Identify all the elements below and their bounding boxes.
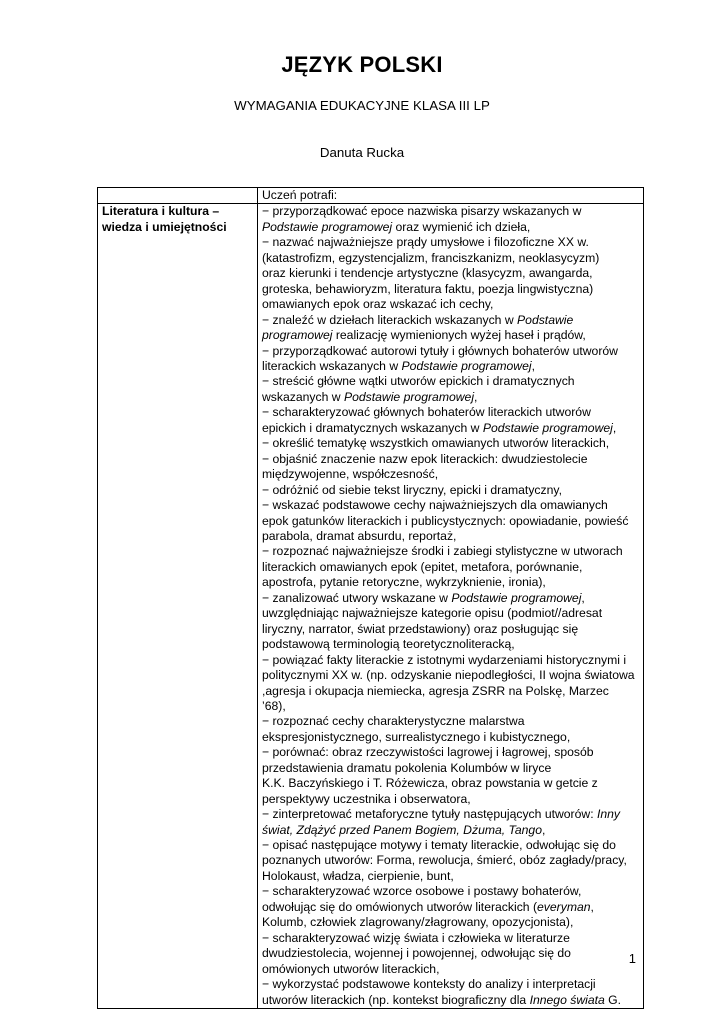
requirement-line	[262, 853, 640, 868]
requirement-text: oraz wymienić ich dzieła,	[392, 219, 531, 234]
requirement-text: utworów literackich (np. kontekst biograficzny dla	[262, 992, 530, 1007]
requirement-text: uwzględniając najważniejsze kategorie opisu (podmiot//adresat	[262, 606, 603, 621]
requirement-text: epok gatunków literackich i publicystycznych: opowiadanie, powieść	[262, 513, 629, 528]
requirement-line	[262, 220, 640, 235]
requirement-line	[262, 251, 640, 266]
requirement-text: − objaśnić znaczenie nazw epok literackich: dwudziestolecie	[262, 451, 588, 466]
requirement-text: omawianych epok oraz wskazać ich cechy,	[262, 297, 494, 312]
requirement-line	[262, 993, 640, 1008]
requirement-text: K.K. Baczyńskiego i T. Różewicza, obraz powstania w getcie z	[262, 776, 598, 791]
requirement-text: − rozpoznać cechy charakterystyczne malarstwa	[262, 714, 525, 729]
requirement-text: − scharakteryzować głównych bohaterów literackich utworów	[262, 405, 591, 420]
requirement-line	[262, 436, 640, 451]
requirement-text: − odróżnić od siebie tekst liryczny, epicki i dramatyczny,	[262, 482, 562, 497]
requirement-text: ,	[612, 420, 617, 435]
requirement-text: − streścić główne wątki utworów epickich i dramatycznych	[262, 374, 575, 389]
requirement-line	[262, 900, 640, 915]
requirement-line	[262, 560, 640, 575]
requirement-line	[262, 235, 640, 250]
document-subtitle: WYMAGANIA EDUKACYJNE KLASA III LP	[234, 98, 490, 113]
requirement-line	[262, 838, 640, 853]
requirement-line	[262, 869, 640, 884]
requirement-text: ,	[531, 358, 535, 373]
requirement-text: omówionych utworów literackich,	[262, 961, 440, 976]
requirement-line	[262, 776, 640, 791]
author-name: Danuta Rucka	[319, 145, 405, 160]
requirement-text: perspektywy uczestnika i obserwatora,	[262, 791, 471, 806]
requirement-text: − opisać następujące motywy i tematy literackie, odwołując się do	[262, 838, 616, 853]
requirement-line	[262, 282, 640, 297]
requirement-text: − przyporządkować epoce nazwiska pisarzy wskazanych w	[262, 204, 582, 219]
requirement-line	[262, 328, 640, 343]
requirement-line	[262, 344, 640, 359]
requirement-text: ,	[581, 590, 585, 605]
requirement-text: ekspresjonistycznego, surrealistycznego i kubistycznego,	[262, 729, 571, 744]
requirement-text-italic: Innego świata	[529, 992, 605, 1007]
requirement-line	[262, 467, 640, 482]
requirement-text: Kolumb, człowiek zlagrowany/złagrowany, opozycjonista),	[262, 915, 574, 930]
requirement-text: oraz kierunki i tendencje artystyczne (klasycyzm, awangarda,	[262, 266, 593, 281]
requirement-text: ,	[474, 389, 478, 404]
requirement-line	[262, 529, 640, 544]
requirement-line	[262, 359, 640, 374]
requirement-text: liryczny, narrator, świat przedstawiony) oraz posługując się	[262, 621, 579, 636]
requirement-line	[262, 297, 640, 312]
requirement-text: − scharakteryzować wizję świata i człowieka w literaturze	[262, 930, 570, 945]
requirement-text: − zinterpretować metaforyczne tytuły następujących utworów:	[262, 807, 597, 822]
requirement-line	[262, 653, 640, 668]
requirement-text: dwudziestolecia, wojennej i powojennej, odwołując się do	[262, 946, 571, 961]
requirement-line	[262, 606, 640, 621]
requirement-text: − powiązać fakty literackie z istotnymi wydarzeniami historycznymi i	[262, 652, 627, 667]
requirement-text: − wykorzystać podstawowe konteksty do analizy i interpretacji	[262, 977, 596, 992]
requirement-line	[262, 266, 640, 281]
requirement-text: − rozpoznać najważniejsze środki i zabiegi stylistyczne w utworach	[262, 544, 623, 559]
requirement-text: − zanalizować utwory wskazane w	[262, 590, 452, 605]
page-number: 1	[628, 951, 636, 966]
header-cell-student-can: Uczeń potrafi:	[258, 188, 644, 204]
requirement-line	[262, 374, 640, 389]
requirement-line	[262, 204, 640, 219]
requirement-text: epickich i dramatycznych wskazanych w	[262, 420, 483, 435]
requirement-text: międzywojenne, współczesność,	[262, 467, 439, 482]
requirements-table	[97, 187, 644, 1009]
requirement-line	[262, 668, 640, 683]
requirement-line	[262, 931, 640, 946]
requirement-line	[262, 591, 640, 606]
requirement-text: poznanych utworów: Forma, rewolucja, śmierć, obóz zagłady/pracy,	[262, 853, 627, 868]
requirement-line	[262, 977, 640, 992]
table-header-row	[98, 188, 644, 204]
requirement-text: − znaleźć w dziełach literackich wskazanych w	[262, 312, 518, 327]
requirement-text: parabola, dramat absurdu, reportaż,	[262, 528, 457, 543]
requirement-line	[262, 699, 640, 714]
requirement-line	[262, 730, 640, 745]
requirement-line	[262, 483, 640, 498]
requirement-line	[262, 745, 640, 760]
requirement-line	[262, 946, 640, 961]
requirement-text-italic: Inny	[596, 807, 621, 822]
requirement-text-italic: świat, Zdążyć przed Panem Bogiem, Dżuma, Tango	[262, 822, 542, 837]
requirements-list-cell	[258, 204, 644, 1009]
requirement-text: apostrofa, pytanie retoryczne, wykrzyknienie, ironia),	[262, 575, 546, 590]
requirement-text: literackich wskazanych w	[262, 358, 402, 373]
requirement-text: Holokaust, władza, cierpienie, bunt,	[262, 868, 454, 883]
requirement-text: ,agresja i okupacja niemiecka, agresja ZSRR na Polskę, Marzec	[262, 683, 609, 698]
requirement-line	[262, 807, 640, 822]
requirement-text: G.	[604, 992, 622, 1007]
requirement-text: − przyporządkować autorowi tytuły i głównych bohaterów utworów	[262, 343, 618, 358]
page-title: JĘZYK POLSKI	[281, 52, 443, 77]
requirement-text-italic: Podstawie	[517, 312, 574, 327]
requirement-line	[262, 823, 640, 838]
requirement-line	[262, 637, 640, 652]
requirement-text: − nazwać najważniejsze prądy umysłowe i filozoficzne XX w.	[262, 235, 589, 250]
requirement-line	[262, 761, 640, 776]
requirement-text: ,	[542, 822, 546, 837]
requirement-line	[262, 390, 640, 405]
requirement-line	[262, 544, 640, 559]
requirement-line	[262, 915, 640, 930]
requirement-text: realizację wymienionych wyżej haseł i prądów,	[332, 328, 586, 343]
requirement-text: ,	[590, 899, 594, 914]
requirement-line	[262, 514, 640, 529]
requirement-text: wskazanych w	[262, 389, 344, 404]
category-cell	[98, 204, 258, 1009]
requirement-text: politycznymi XX w. (np. odzyskanie niepodległości, II wojna światowa	[262, 668, 635, 683]
requirement-text-italic: programowej	[262, 328, 333, 343]
requirement-line	[262, 884, 640, 899]
requirement-line	[262, 405, 640, 420]
requirement-line	[262, 421, 640, 436]
requirement-text-italic: Podstawie programowej	[451, 590, 582, 605]
requirement-text-italic: everyman	[537, 899, 591, 914]
requirement-text: − określić tematykę wszystkich omawianych utworów literackich,	[262, 436, 610, 451]
requirement-text: ’68),	[262, 698, 286, 713]
requirement-text: literackich omawianych epok (epitet, metafora, porównanie,	[262, 559, 583, 574]
requirement-text: (katastrofizm, egzystencjalizm, franciszkanizm, neoklasycyzm)	[262, 250, 600, 265]
category-label-line: Literatura i kultura –	[102, 204, 220, 219]
requirement-text-italic: Podstawie programowej	[401, 358, 532, 373]
requirement-text-italic: Podstawie programowej	[482, 420, 613, 435]
requirement-line	[262, 452, 640, 467]
requirement-line	[262, 962, 640, 977]
requirement-text: odwołując się do omówionych utworów literackich (	[262, 899, 538, 914]
requirement-text-italic: Podstawie programowej	[262, 219, 393, 234]
requirement-text: podstawową terminologią teoretycznoliteracką,	[262, 637, 515, 652]
requirement-line	[262, 575, 640, 590]
requirement-text-italic: Podstawie programowej	[343, 389, 475, 404]
requirement-line	[262, 684, 640, 699]
requirement-text: − porównać: obraz rzeczywistości lagrowej i łagrowej, sposób	[262, 745, 594, 760]
requirement-text: groteska, behawioryzm, literatura faktu, poezja lingwistyczna)	[262, 281, 594, 296]
requirement-line	[262, 313, 640, 328]
requirement-line	[262, 622, 640, 637]
requirement-text: − scharakteryzować wzorce osobowe i postawy bohaterów,	[262, 884, 582, 899]
category-label-line: wiedza i umiejętności	[102, 219, 227, 234]
header-cell-empty	[98, 188, 258, 204]
requirement-line	[262, 792, 640, 807]
table-row	[98, 204, 644, 1009]
requirement-text: przedstawienia dramatu pokolenia Kolumbów w liryce	[262, 760, 552, 775]
requirement-line	[262, 498, 640, 513]
requirement-line	[262, 714, 640, 729]
requirement-text: − wskazać podstawowe cechy najważniejszych dla omawianych	[262, 498, 608, 513]
